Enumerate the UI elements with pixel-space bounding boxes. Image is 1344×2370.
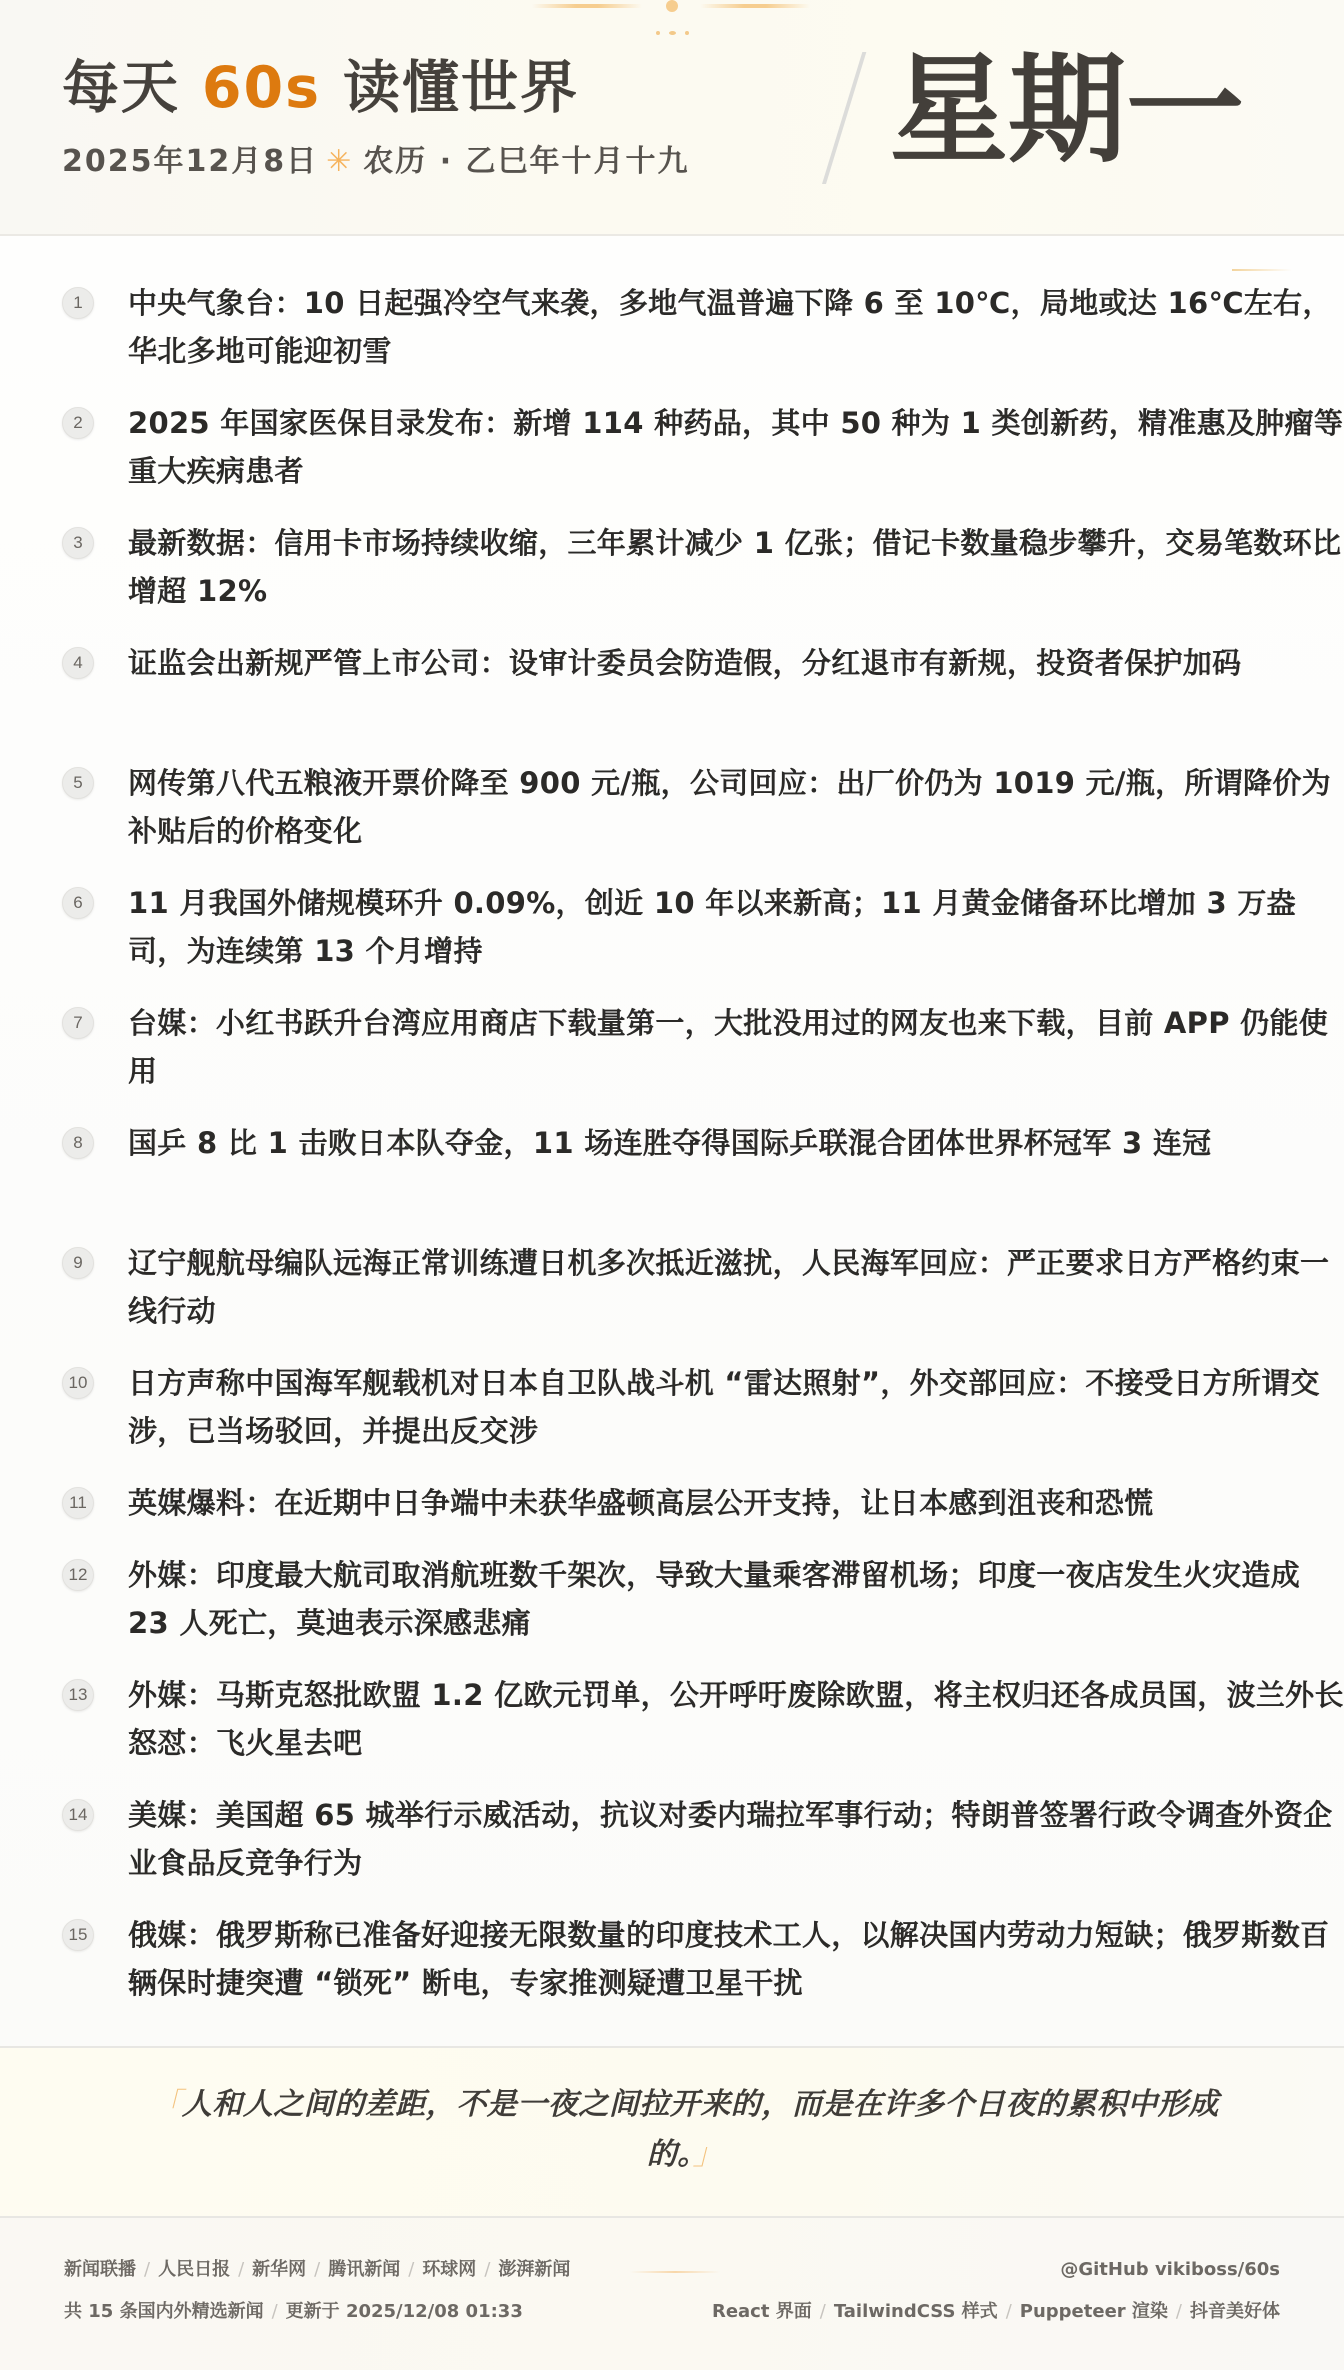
news-number-badge: 11 xyxy=(62,1487,94,1519)
news-headline: 证监会出新规严管上市公司：设审计委员会防造假，分红退市有新规，投资者保护加码 xyxy=(128,646,1242,680)
github-credit[interactable]: @GitHub vikiboss/60s xyxy=(1060,2259,1280,2280)
news-headline: 2025 年国家医保目录发布：新增 114 种药品，其中 50 种为 1 类创新药，精准惠及肿瘤等重大疾病患者 xyxy=(128,406,1344,488)
news-headline: 最新数据：信用卡市场持续收缩，三年累计减少 1 亿张；借记卡数量稳步攀升，交易笔数环比增超 12% xyxy=(128,526,1342,608)
separator: / xyxy=(144,2259,151,2280)
header xyxy=(0,0,1344,236)
news-headline: 台媒：小红书跃升台湾应用商店下载量第一，大批没用过的网友也来下载，目前 APP 仍能使用 xyxy=(128,1006,1329,1088)
title-suffix: 读懂世界 xyxy=(321,55,579,121)
page-title xyxy=(62,52,579,124)
news-headline: 美媒：美国超 65 城举行示威活动，抗议对委内瑞拉军事行动；特朗普签署行政令调查外资企业食品反竞争行为 xyxy=(128,1798,1333,1880)
title-prefix: 每天 xyxy=(62,55,202,121)
footer-sources xyxy=(64,2258,570,2282)
separator: / xyxy=(238,2259,245,2280)
separator: / xyxy=(408,2259,415,2280)
tech-credit: Puppeteer 渲染 xyxy=(1019,2301,1168,2322)
news-headline: 英媒爆料：在近期中日争端中未获华盛顿高层公开支持，让日本感到沮丧和恐慌 xyxy=(128,1486,1154,1520)
news-number-badge: 6 xyxy=(62,887,94,919)
news-number-badge: 1 xyxy=(62,287,94,319)
news-number-badge: 9 xyxy=(62,1247,94,1279)
news-headline: 辽宁舰航母编队远海正常训练遭日机多次抵近滋扰，人民海军回应：严正要求日方严格约束一线行动 xyxy=(128,1246,1330,1328)
separator: / xyxy=(314,2259,321,2280)
separator: / xyxy=(1175,2301,1182,2322)
decoration-mini-dot-icon xyxy=(685,31,689,35)
news-headline: 国乒 8 比 1 击败日本队夺金，11 场连胜夺得国际乒联混合团体世界杯冠军 3 连冠 xyxy=(128,1126,1212,1160)
news-count: 共 15 条国内外精选新闻 xyxy=(64,2301,264,2322)
news-source: 腾讯新闻 xyxy=(328,2259,401,2280)
news-headline: 11 月我国外储规模环升 0.09%，创近 10 年以来新高；11 月黄金储备环比增加 3 万盎司，为连续第 13 个月增持 xyxy=(128,886,1296,968)
news-headline: 外媒：印度最大航司取消航班数千架次，导致大量乘客滞留机场；印度一夜店发生火灾造成 23 人死亡，莫迪表示深感悲痛 xyxy=(128,1558,1301,1640)
news-number-badge: 8 xyxy=(62,1127,94,1159)
tech-credit: TailwindCSS 样式 xyxy=(833,2301,998,2322)
separator: / xyxy=(1005,2301,1012,2322)
footer-tech xyxy=(712,2300,1280,2324)
lunar-date: 农历 · 乙巳年十月十九 xyxy=(363,144,690,179)
news-headline: 外媒：马斯克怒批欧盟 1.2 亿欧元罚单，公开呼吁废除欧盟，将主权归还各成员国，波兰外长怒怼：飞火星去吧 xyxy=(128,1678,1344,1760)
news-headline: 中央气象台：10 日起强冷空气来袭，多地气温普遍下降 6 至 10℃，局地或达 16℃左右，华北多地可能迎初雪 xyxy=(128,286,1332,368)
decoration-mini-dot-icon xyxy=(669,31,676,35)
quote-open-mark-icon: 「 xyxy=(151,2087,182,2122)
sparkle-icon: ✳ xyxy=(326,144,354,179)
quote-text xyxy=(140,2080,1230,2180)
news-number-badge: 14 xyxy=(62,1799,94,1831)
quote-close-mark-icon: 」 xyxy=(692,2137,724,2172)
quote-section xyxy=(0,2046,1344,2218)
decoration-line-right xyxy=(700,4,810,8)
news-number-badge: 10 xyxy=(62,1367,94,1399)
footer xyxy=(0,2218,1344,2370)
news-number-badge: 15 xyxy=(62,1919,94,1951)
updated-time: 更新于 2025/12/08 01:33 xyxy=(285,2301,523,2322)
tech-credit: 抖音美好体 xyxy=(1190,2301,1280,2322)
separator: / xyxy=(484,2259,491,2280)
footer-meta xyxy=(64,2300,523,2324)
decoration-line xyxy=(630,2271,720,2273)
news-source: 人民日报 xyxy=(158,2259,231,2280)
news-number-badge: 2 xyxy=(62,407,94,439)
decoration-dot-icon xyxy=(666,0,678,12)
decoration-mini-dot-icon xyxy=(656,31,660,35)
decoration-line xyxy=(1232,269,1292,271)
news-number-badge: 4 xyxy=(62,647,94,679)
news-number-badge: 13 xyxy=(62,1679,94,1711)
news-number-badge: 12 xyxy=(62,1559,94,1591)
news-headline: 俄媒：俄罗斯称已准备好迎接无限数量的印度技术工人，以解决国内劳动力短缺；俄罗斯数百辆保时捷突遭 “锁死” 断电，专家推测疑遭卫星干扰 xyxy=(128,1918,1330,2000)
date-row xyxy=(62,140,690,184)
news-source: 新闻联播 xyxy=(64,2259,136,2280)
news-number-badge: 3 xyxy=(62,527,94,559)
news-list xyxy=(0,236,1344,2046)
news-number-badge: 7 xyxy=(62,1007,94,1039)
news-source: 澎湃新闻 xyxy=(498,2259,571,2280)
news-source: 环球网 xyxy=(422,2259,477,2280)
title-accent: 60s xyxy=(201,55,322,121)
solar-date: 2025年12月8日 xyxy=(62,144,319,179)
divider-slash xyxy=(822,52,866,184)
news-source: 新华网 xyxy=(252,2259,307,2280)
quote-body: 人和人之间的差距，不是一夜之间拉开来的，而是在许多个日夜的累积中形成的。 xyxy=(181,2087,1219,2172)
decoration-line-left xyxy=(532,4,642,8)
news-headline: 日方声称中国海军舰载机对日本自卫队战斗机 “雷达照射”，外交部回应：不接受日方所谓交涉，已当场驳回，并提出反交涉 xyxy=(128,1366,1320,1448)
separator: / xyxy=(819,2301,826,2322)
news-headline: 网传第八代五粮液开票价降至 900 元/瓶，公司回应：出厂价仍为 1019 元/瓶，所谓降价为补贴后的价格变化 xyxy=(128,766,1331,848)
news-number-badge: 5 xyxy=(62,767,94,799)
separator: / xyxy=(271,2301,278,2322)
weekday: 星期一 xyxy=(890,41,1245,179)
tech-credit: React 界面 xyxy=(711,2301,812,2322)
